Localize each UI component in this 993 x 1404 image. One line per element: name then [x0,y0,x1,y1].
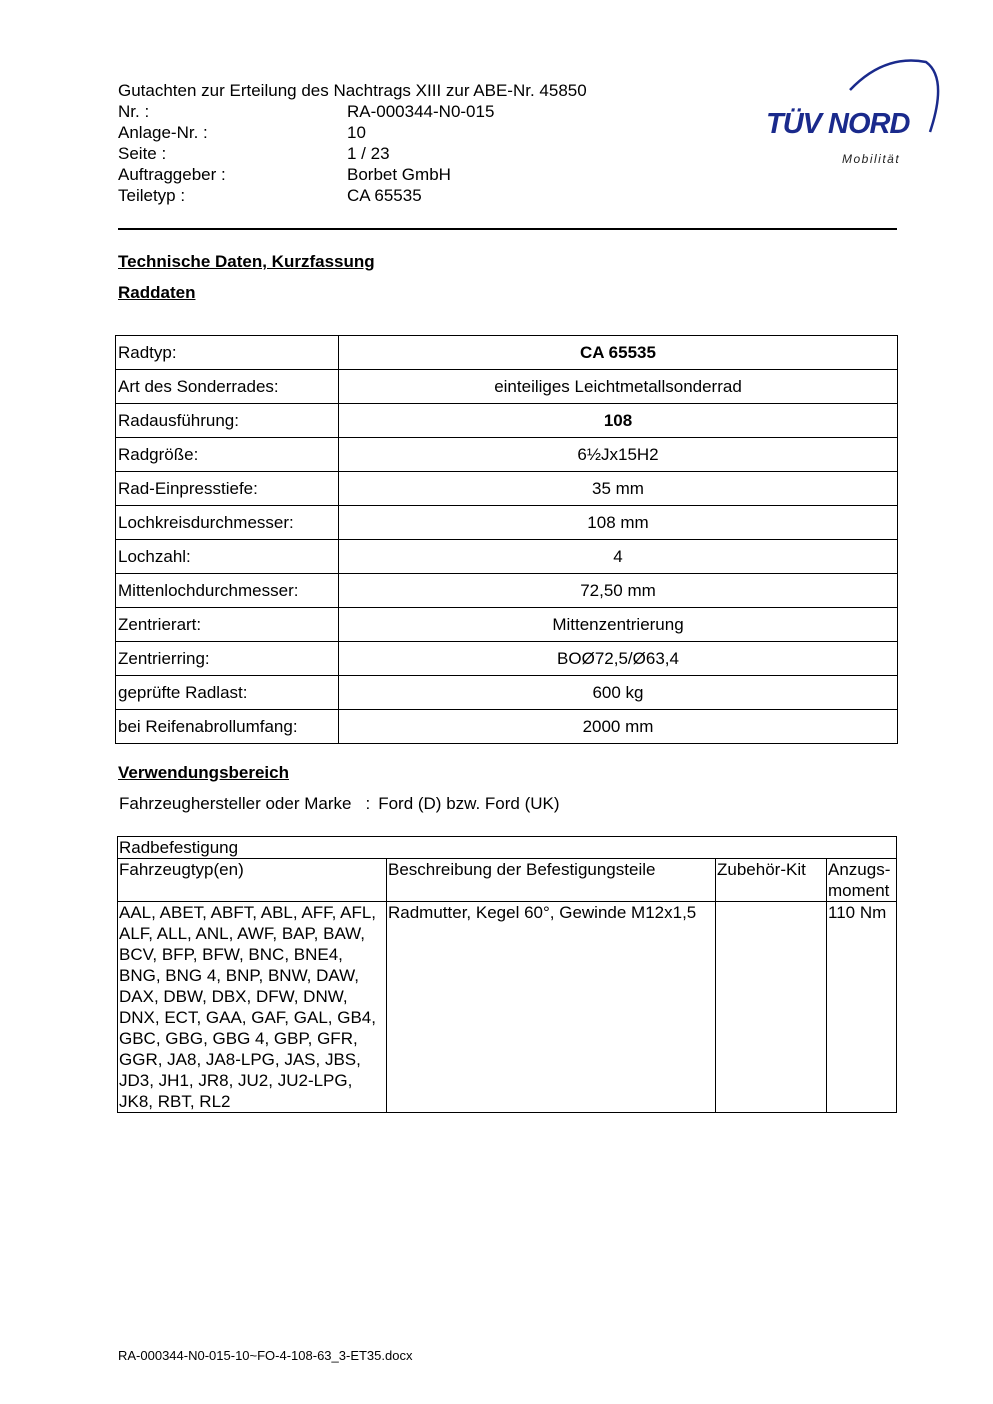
logo-brand: TÜV NORD [766,108,910,140]
table-row [116,438,898,472]
row-label: Rad-Einpresstiefe: [116,472,339,506]
manufacturer-colon: : [365,794,371,813]
table-title: Radbefestigung [118,837,897,859]
header-row-auftraggeber [118,164,587,185]
header-value: CA 65535 [347,186,422,205]
document-header [118,80,587,206]
row-label: geprüfte Radlast: [116,676,339,710]
header-label: Nr. : [118,102,150,121]
manufacturer-line [119,794,560,814]
section-title-raddaten: Raddaten [118,283,196,302]
section-title-tech: Technische Daten, Kurzfassung [118,252,375,271]
row-label: Art des Sonderrades: [116,370,339,404]
table-row [116,676,898,710]
logo-subtitle: Mobilität [842,152,901,166]
table-row [116,710,898,744]
row-value: einteiliges Leichtmetallsonderrad [339,370,898,404]
row-value: 4 [339,540,898,574]
row-label: Zentrierring: [116,642,339,676]
row-value: 600 kg [339,676,898,710]
footer-filename: RA-000344-N0-015-10~FO-4-108-63_3-ET35.docx [118,1348,413,1363]
column-header: Anzugs-moment [827,859,897,902]
header-value: Borbet GmbH [347,165,451,184]
row-label: Lochkreisdurchmesser: [116,506,339,540]
row-value: 35 mm [339,472,898,506]
vehicle-types-cell: AAL, ABET, ABFT, ABL, AFF, AFL, ALF, ALL, ANL, AWF, BAP, BAW, BCV, BFP, BFW, BNC, BNE4, BNG, BNG 4, BNP, BNW, DAW, DAX, DBW, DBX, DFW, DNW, DNX, ECT, GAA, GAF, GAL, GB4, GBC, GBG, GBG 4, GBP, GFR, GGR, JA8, JA8-LPG, JAS, JBS, JD3, JH1, JR8, JU2, JU2-LPG, JK8, RBT, RL2 [118,902,387,1113]
table-row [116,506,898,540]
fastener-description-cell: Radmutter, Kegel 60°, Gewinde M12x1,5 [387,902,716,1113]
table-row [116,642,898,676]
manufacturer-label: Fahrzeughersteller oder Marke [119,794,352,813]
row-value: Mittenzentrierung [339,608,898,642]
table-row [116,336,898,370]
row-label: Radgröße: [116,438,339,472]
header-label: Seite : [118,144,167,163]
column-header: Beschreibung der Befestigungsteile [387,859,716,902]
header-value: 10 [347,123,366,142]
header-divider [118,228,897,230]
row-label: Radtyp: [116,336,339,370]
table-row [118,902,897,1113]
torque-cell: 110 Nm [827,902,897,1113]
header-label: Anlage-Nr. : [118,123,208,142]
radbefestigung-table [117,836,897,1113]
header-value: 1 / 23 [347,144,390,163]
row-label: Radausführung: [116,404,339,438]
row-value: CA 65535 [339,336,898,370]
column-header: Zubehör-Kit [716,859,827,902]
manufacturer-value: Ford (D) bzw. Ford (UK) [378,794,560,813]
row-value: 72,50 mm [339,574,898,608]
header-value: RA-000344-N0-015 [347,102,495,121]
tuev-nord-logo [766,56,942,172]
table-row [116,540,898,574]
row-label: Lochzahl: [116,540,339,574]
table-row [116,574,898,608]
raddaten-table [115,335,898,744]
table-row [116,370,898,404]
section-title-verwendungsbereich: Verwendungsbereich [118,763,289,782]
header-row-nr [118,101,587,122]
table-row [116,472,898,506]
column-header: Fahrzeugtyp(en) [118,859,387,902]
table-header-row [118,859,897,902]
row-value: 6½Jx15H2 [339,438,898,472]
row-value: 108 [339,404,898,438]
accessory-kit-cell [716,902,827,1113]
header-row-anlage [118,122,587,143]
table-row [116,404,898,438]
row-value: 108 mm [339,506,898,540]
header-label: Teiletyp : [118,186,186,205]
row-label: Zentrierart: [116,608,339,642]
row-value: 2000 mm [339,710,898,744]
row-label: Mittenlochdurchmesser: [116,574,339,608]
table-title-row [118,837,897,859]
header-row-teiletyp [118,185,587,206]
row-value: BOØ72,5/Ø63,4 [339,642,898,676]
header-row-seite [118,143,587,164]
row-label: bei Reifenabrollumfang: [116,710,339,744]
table-row [116,608,898,642]
document-title: Gutachten zur Erteilung des Nachtrags XIII zur ABE-Nr. 45850 [118,81,587,100]
header-label: Auftraggeber : [118,165,226,184]
